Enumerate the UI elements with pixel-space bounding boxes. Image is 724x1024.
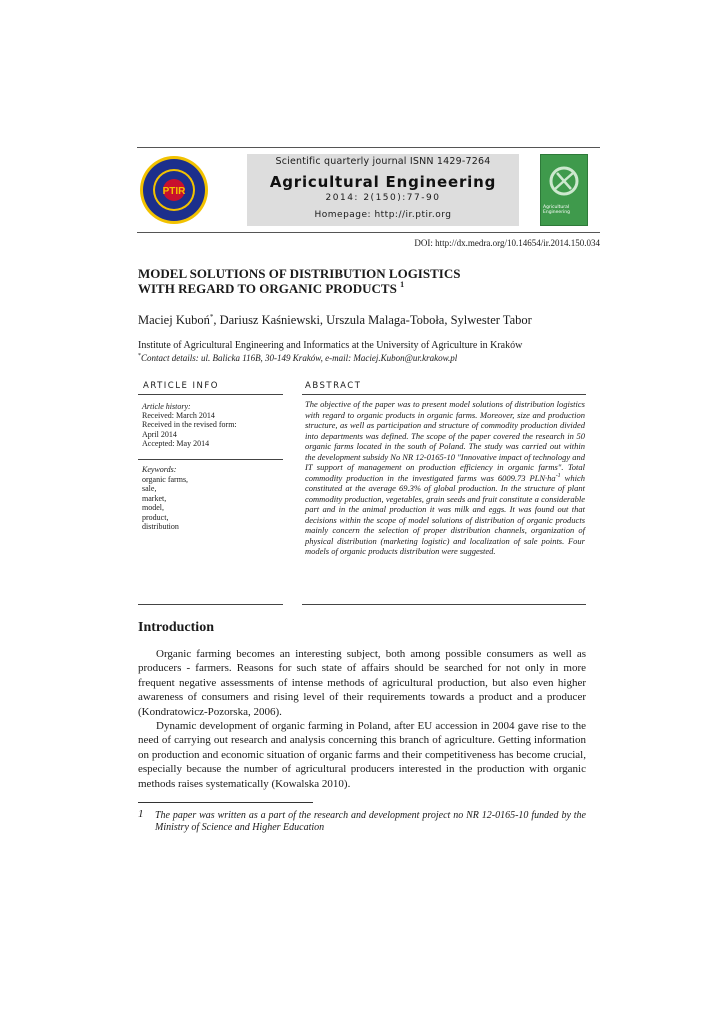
logo-text: PTIR <box>162 186 186 197</box>
cover-title: Agricultural Engineering <box>543 205 570 215</box>
contact-mark: * <box>138 353 141 359</box>
intro-paragraph-2: Dynamic development of organic farming in Poland, after EU accession in 2004 gave rise to the need of carrying out research and analysis concerning this branch of agriculture. Getting information on production and economic situation of organic farms and their competitiveness has become crucial, especially because the number of agricultural producers interested in the production with organic methods raises systematically (Kowalska 2010). <box>138 720 586 790</box>
title-footnote-mark: 1 <box>400 280 405 289</box>
keywords-list <box>142 475 282 531</box>
journal-title: Agricultural Engineering <box>269 173 497 191</box>
title-line-1: MODEL SOLUTIONS OF DISTRIBUTION LOGISTICS <box>138 266 461 281</box>
title-line-2: WITH REGARD TO ORGANIC PRODUCTS <box>138 281 397 296</box>
cover-emblem-icon <box>541 161 587 207</box>
journal-issue: 2014: 2(150):77-90 <box>325 193 441 203</box>
keyword-item: market, <box>142 493 167 503</box>
ptir-logo <box>138 154 210 226</box>
info-rule-top <box>138 394 283 395</box>
contact-details <box>138 353 598 363</box>
journal-line: Scientific quarterly journal ISNN 1429-7264 <box>275 156 491 167</box>
institution: Institute of Agricultural Engineering and Informatics at the University of Agriculture in Kraków <box>138 340 523 351</box>
abstract-part-a: The objective of the paper was to present model solutions of distribution logistics with regard to organic products in organic farms. Moreover, size and production structure, as well as participation and structure of commodity production divided into departments was defined. The scope of the paper covered the research in 50 organic farms located in the south of Poland. The study was carried out within the development subsidy No NR 12-0165-10 "Innovative impact of technology and IT support of management on production efficiency in organic farms". Total commodity production in the investigated farms was 6009.73 PLN·ha <box>305 399 585 483</box>
history-list <box>142 411 282 449</box>
history-label: Article history: <box>142 402 191 411</box>
history-item: Received in the revised form: <box>142 420 237 430</box>
journal-homepage[interactable]: Homepage: http://ir.ptir.org <box>314 210 452 220</box>
intro-paragraph-1: Organic farming becomes an interesting subject, both among possible consumers as well as producers - farmers. Reasons for such state of affairs should be searched for not only in more frequent negative assessments of intense methods of agricultural production, but also even higher awareness of consumers and rising level of their requirements towards a product and a producer (Kondratowicz-Pozorska, 2006). <box>138 648 586 718</box>
abstract-text <box>305 399 585 557</box>
journal-cover <box>540 154 588 226</box>
author-first: Maciej Kuboń <box>138 313 210 327</box>
abstract-unit-sup: -1 <box>555 472 561 479</box>
info-rule-bottom <box>138 604 283 605</box>
history-item: Accepted: May 2014 <box>142 439 210 449</box>
introduction-heading: Introduction <box>138 620 214 635</box>
footnote-mark: 1 <box>138 808 144 820</box>
keyword-item: product, <box>142 512 169 522</box>
header-top-rule <box>137 147 600 148</box>
abstract-rule-bottom <box>302 604 586 605</box>
keyword-item: distribution <box>142 522 179 532</box>
abstract-rule-top <box>302 394 586 395</box>
abstract-part-b: which constituted at the average 69.3% of global production. In the structure of plant commodity production, vegetables, grain seeds and fruit constitute a considerable part and in the animal production it was milk and eggs. It was found out that decisions within the scope of model solutions of distribution of organic products mainly concern the selection of proper distribution channels, organization of physical distribution (marketing logistic) and localization of sale points. Four models of organic products distribution were suggested. <box>305 472 585 556</box>
contact-text: Contact details: ul. Balicka 116B, 30-149 Kraków, e-mail: Maciej.Kubon@ur.krakow.pl <box>141 353 458 363</box>
authors-rest: , Dariusz Kaśniewski, Urszula Malaga-Toboła, Sylwester Tabor <box>213 313 532 327</box>
article-info-heading: ARTICLE INFO <box>143 381 219 391</box>
history-item: Received: March 2014 <box>142 411 215 420</box>
keyword-item: sale, <box>142 484 157 494</box>
abstract-heading: ABSTRACT <box>305 381 362 391</box>
paper-title <box>138 266 538 296</box>
info-rule-mid <box>138 459 283 460</box>
keyword-item: organic farms, <box>142 475 189 484</box>
keywords-label: Keywords: <box>142 465 177 474</box>
authors <box>138 313 598 328</box>
doi-link[interactable]: DOI: http://dx.medra.org/10.14654/ir.2014.150.034 <box>414 238 600 248</box>
header-bottom-rule <box>137 232 600 233</box>
footnote-rule <box>138 802 313 803</box>
author-mark: * <box>209 313 214 321</box>
keyword-item: model, <box>142 503 164 513</box>
footnote-text: The paper was written as a part of the research and development project no NR 12-0165-10 funded by the Ministry of Science and Higher Education <box>155 810 586 833</box>
history-item: April 2014 <box>142 429 177 439</box>
